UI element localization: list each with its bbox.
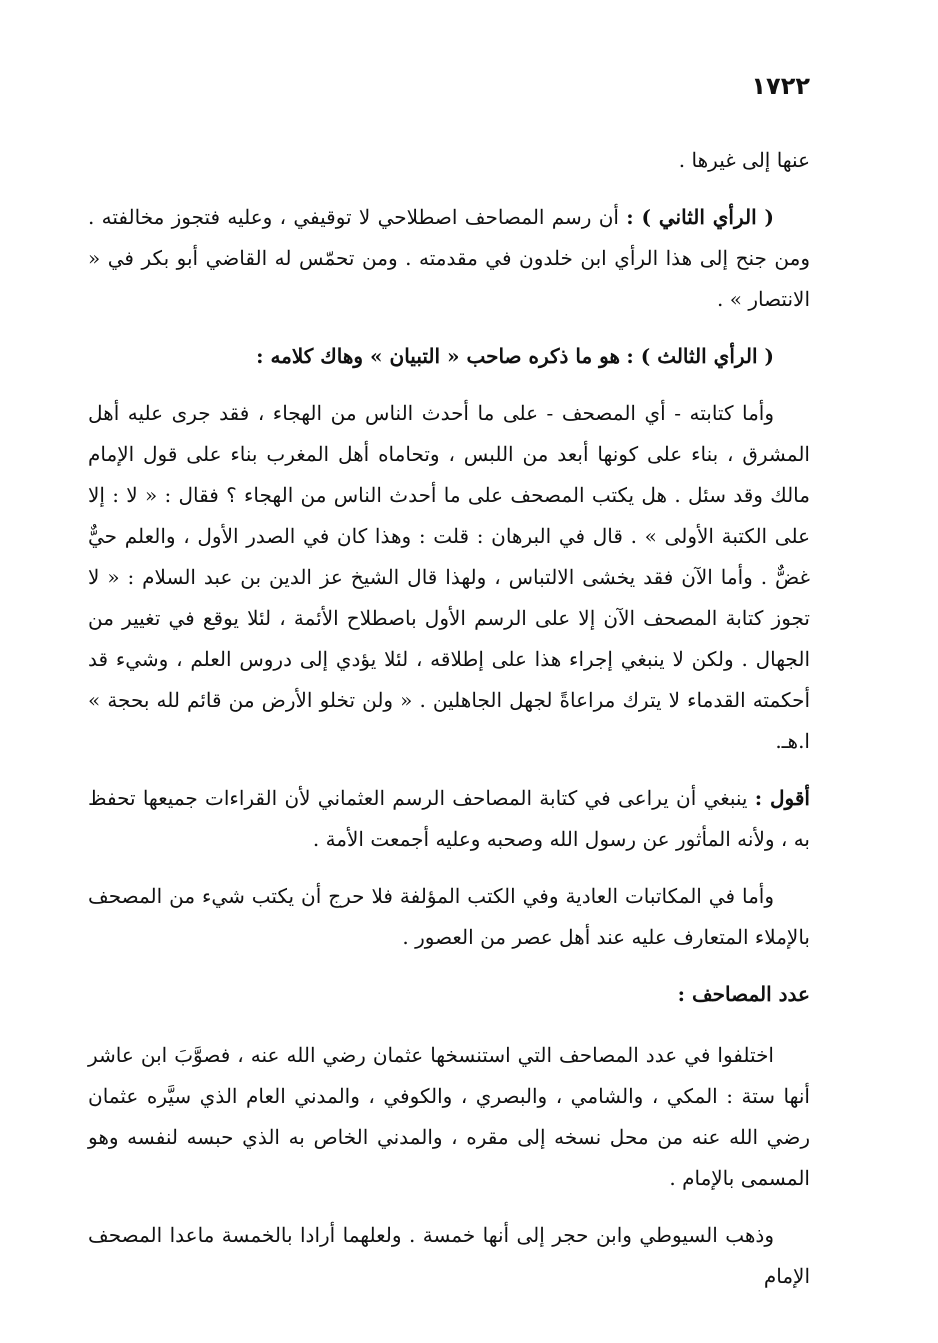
last-paragraph: وذهب السيوطي وابن حجر إلى أنها خمسة . ولعلهما أرادا بالخمسة ماعدا المصحف الإمام [88,1223,810,1288]
section-heading: عدد المصاحف : [677,982,810,1006]
second-opinion-label: ( الرأي الثاني ) : [626,205,775,229]
ordinary-writing-paragraph: وأما في المكاتبات العادية وفي الكتب المؤلفة فلا حرج أن يكتب شيء من المصحف بالإملاء المتعارف عليه عند أهل عصر من العصور . [88,884,810,949]
third-opinion-text: هو ما ذكره صاحب « التبيان » وهاك كلامه : [256,344,621,368]
author-opinion-paragraph [88,778,810,860]
third-opinion-label: ( الرأي الثالث ) : [626,344,774,368]
mushaf-count-paragraph: اختلفوا في عدد المصاحف التي استنسخها عثمان رضي الله عنه ، فصوَّبَ ابن عاشر أنها ستة : المكي ، والشامي ، والبصري ، والكوفي ، والمدني العام الذي سيَّره عثمان رضي الله عنه من محل نسخه إلى مقره ، والمدني الخاص به الذي حبسه لنفسه وهو المسمى بالإمام . [88,1043,810,1190]
tibyan-quote-paragraph: وأما كتابته - أي المصحف - على ما أحدث الناس من الهجاء ، فقد جرى عليه أهل المشرق ، بناء على كونها أبعد من اللبس ، وتحاماه أهل المغرب بناء على قول الإمام مالك وقد سئل . هل يكتب المصحف على ما أحدث الناس من الهجاء ؟ فقال : « لا : إلا على الكتبة الأولى » . قال في البرهان : قلت : وهذا كان في الصدر الأول ، والعلم حيٌّ غضٌّ . وأما الآن فقد يخشى الالتباس ، ولهذا قال الشيخ عز الدين بن عبد السلام : « لا تجوز كتابة المصحف الآن إلا على الرسم الأول باصطلاح الأئمة ، لئلا يوقع في تغيير من الجهال . ولكن لا ينبغي إجراء هذا على إطلاقه ، لئلا يؤدي إلى دروس العلم ، وشيء قد أحكمته القدماء لا يترك مراعاةً لجهل الجاهلين . « ولن تخلو الأرض من قائم لله بحجة » ا.هـ. [88,401,810,753]
second-opinion-paragraph [88,197,810,320]
second-opinion-text: أن رسم المصاحف اصطلاحي لا توقيفي ، وعليه فتجوز مخالفته . ومن جنح إلى هذا الرأي ابن خلدون في مقدمته . ومن تحمّس له القاضي أبو بكر في « الانتصار » . [88,205,810,311]
author-opinion-label: أقول : [754,786,810,810]
continuation-line: عنها إلى غيرها . [678,148,810,172]
page-body [88,140,810,1313]
author-opinion-text: ينبغي أن يراعى في كتابة المصاحف الرسم العثماني لأن القراءات جميعها تحفظ به ، ولأنه المأثور عن رسول الله وصحبه وعليه أجمعت الأمة . [88,786,810,851]
page-number: ١٧٢٢ [751,72,810,100]
third-opinion-paragraph [88,336,810,377]
